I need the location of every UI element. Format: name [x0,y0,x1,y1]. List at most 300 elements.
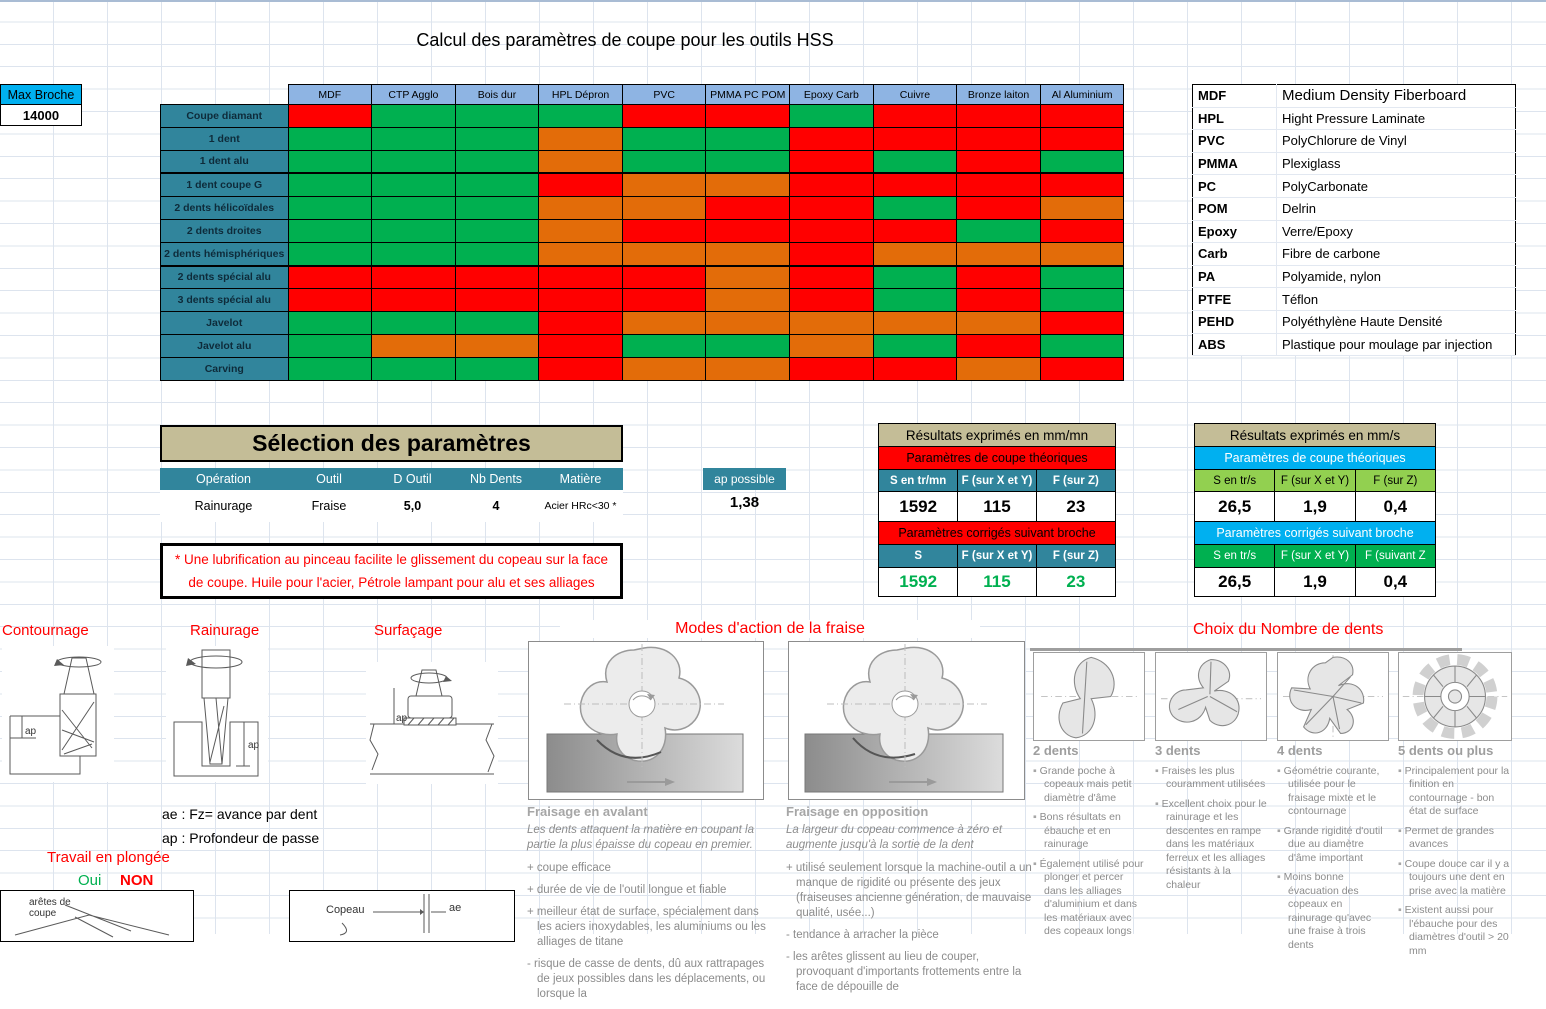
matrix-cell [957,334,1041,357]
note-line2: de coupe. Huile pour l'acier, Pétrole lampant pour alu et ses alliages [188,575,595,590]
bullet-item: - risque de casse de dents, dû aux rattrapages de jeux possibles dans les déplacements, ou lorsque la [527,958,766,1000]
matrix-row-label: 2 dents hémisphériques [161,242,289,265]
legend-abbrev: POM [1193,197,1277,220]
matrix-cell [539,357,623,380]
header-matiere: Matière [559,472,602,486]
label-surfacage: Surfaçage [374,622,443,639]
bullet-item: ▪ Fraises les plus couramment utilisées [1155,764,1266,790]
value-nb-dents[interactable]: 4 [492,499,500,513]
matrix-cell [455,334,539,357]
square-bullet-icon: ▪ [1398,764,1402,777]
fraisage-avalant-image [528,641,764,800]
legend-row [1193,220,1516,243]
matrix-cell [790,173,874,196]
plongee-non: NON [120,872,154,889]
matrix-cell [288,197,372,220]
aretes-caption-line1: arêtes de [29,897,71,908]
val-fxy2: 115 [958,568,1036,596]
matrix-cell [539,242,623,265]
matrix-cell [288,219,372,242]
theo-band-s: Paramètres de coupe théoriques [1195,447,1435,469]
plongee-oui: Oui [78,872,102,889]
bullet-item: ▪ Moins bonne évacuation des copeaux en rainurage qu'avec une fraise à trois dents [1277,871,1372,951]
matrix-cell [455,219,539,242]
matrix-row-label: Javelot alu [161,334,289,357]
matrix-column-header: Bois dur [455,85,539,105]
legend-row [1193,265,1516,288]
header-d-outil: D Outil [393,472,432,486]
teeth-4-bullets [1277,765,1389,953]
teeth-3-bullets [1155,765,1267,893]
matrix-cell [1040,105,1124,128]
matrix-cell [372,266,456,289]
surfacage-sketch [366,662,498,784]
matrix-cell [288,150,372,173]
matrix-cell [455,289,539,312]
matrix-cell [1040,197,1124,220]
matrix-cell [622,105,706,128]
matrix-cell [622,312,706,335]
matrix-cell [539,266,623,289]
cutter-4-flutes-image [1277,652,1389,741]
cutter-3-flutes-image [1155,652,1267,741]
matrix-cell [790,312,874,335]
legend-name: Delrin [1277,197,1516,220]
matrix-cell [288,127,372,150]
value-operation[interactable]: Rainurage [194,499,253,513]
bullet-item: - les arêtes glissent au lieu de couper, provoquant d'importants frottements entre la face de dépouille de [786,951,1022,993]
selection-header-row [160,468,623,490]
teeth-title: Choix du Nombre de dents [1193,621,1384,638]
teeth-panel-3 [1155,744,1267,898]
matrix-row-label: Coupe diamant [161,105,289,128]
four-flute-section [1278,653,1388,740]
header-nb-dents: Nb Dents [469,472,523,486]
header-operation: Opération [196,472,251,486]
two-flute-section [1034,653,1144,740]
square-bullet-icon: ▪ [1277,764,1281,777]
matrix-cell [873,105,957,128]
matrix-cell [957,127,1041,150]
bullet-item: ▪ Coupe douce car il y a toujours une dent en prise avec la matière [1398,857,1510,897]
legend-name: Plastique pour moulage par injection [1277,333,1516,356]
teeth-5-heading: 5 dents ou plus [1398,743,1494,758]
legend-abbrev: PMMA [1193,152,1277,175]
teeth-panel-2 [1033,744,1145,945]
matrix-cell [873,127,957,150]
matrix-column-header: Al Aluminium [1040,85,1124,105]
matrix-cell [790,289,874,312]
value-matiere[interactable]: Acier HRc<30 * [544,500,617,512]
val-fz2: 0,4 [1383,572,1408,591]
legend-abbrev: ABS [1193,333,1277,356]
teeth-panel-4 [1277,744,1389,958]
teeth-2-bullets [1033,765,1145,939]
val-fz2: 23 [1066,572,1086,591]
avalant-cutter-drawing [529,642,763,799]
fraisage-avalant-text [527,804,767,1009]
matrix-column-header: Cuivre [873,85,957,105]
legend-row [1193,85,1516,108]
matrix-cell [622,289,706,312]
matrix-cell [957,289,1041,312]
aretes-caption-line2: coupe [29,908,57,919]
val-fz: 23 [1066,496,1086,516]
matrix-cell [706,312,790,335]
matrix-cell [372,242,456,265]
matrix-cell [706,334,790,357]
matrix-cell [539,312,623,335]
legend-abbrev: PVC [1193,130,1277,153]
ae-note: ae : Fz= avance par dent [162,806,318,822]
multi-tooth-section [1399,653,1511,740]
matrix-cell [539,334,623,357]
square-bullet-icon: ▪ [1033,857,1037,870]
matrix-cell [622,197,706,220]
opposition-cutter-drawing [789,642,1024,799]
bullet-item: ▪ Principalement pour la finition en contournage - bon état de surface [1398,764,1510,817]
matrix-cell [873,266,957,289]
avalant-bullets [527,861,767,1002]
matrix-column-header: PVC [622,85,706,105]
legend-abbrev: MDF [1193,85,1277,108]
matrix-cell [790,266,874,289]
matrix-cell [622,242,706,265]
legend-abbrev: Epoxy [1193,220,1277,243]
matrix-cell [1040,173,1124,196]
matrix-cell [455,242,539,265]
bullet-item: ▪ Également utilisé pour plonger et percer dans les alliages d'aluminium et dans les matériaux avec des copeaux longs [1033,857,1144,937]
tool-material-matrix [160,84,1124,381]
three-flute-section [1156,653,1266,740]
matrix-cell [706,173,790,196]
matrix-row-label: 1 dent alu [161,150,289,173]
rainurage-sketch [166,646,268,782]
legend-name: Plexiglass [1277,152,1516,175]
bullet-item: + durée de vie de l'outil longue et fiable [527,884,727,896]
matrix-cell [288,312,372,335]
legend-row [1193,288,1516,311]
legend-abbrev: PEHD [1193,310,1277,333]
matrix-column-header: HPL Dépron [539,85,623,105]
matrix-cell [1040,312,1124,335]
square-bullet-icon: ▪ [1033,811,1037,823]
matrix-row-label: 2 dents hélicoïdales [161,197,289,220]
matrix-cell [1040,334,1124,357]
teeth-panel-5plus [1398,744,1514,964]
matrix-cell [539,150,623,173]
square-bullet-icon: ▪ [1033,764,1037,777]
legend-name: Hight Pressure Laminate [1277,107,1516,130]
svg-text:ap: ap [396,713,408,724]
theo-band: Paramètres de coupe théoriques [879,447,1115,469]
matrix-cell [873,219,957,242]
matrix-row-label: 2 dents spécial alu [161,266,289,289]
matrix-cell [455,197,539,220]
matrix-corner-spacer [161,85,289,105]
matrix-cell [288,105,372,128]
matrix-cell [873,289,957,312]
legend-row [1193,333,1516,356]
results-mm-s-title: Résultats exprimés en mm/s [1195,424,1435,446]
matrix-cell [455,173,539,196]
legend-abbrev: PTFE [1193,288,1277,311]
matrix-cell [790,105,874,128]
matrix-cell [288,266,372,289]
matrix-cell [873,312,957,335]
matrix-cell [372,357,456,380]
square-bullet-icon: ▪ [1277,824,1281,837]
matrix-cell [372,127,456,150]
results-mm-s-table [1194,423,1436,597]
matrix-cell [706,127,790,150]
matrix-cell [957,357,1041,380]
matrix-cell [1040,127,1124,150]
legend-name: PolyChlorure de Vinyl [1277,130,1516,153]
legend-row [1193,107,1516,130]
legend-row [1193,130,1516,153]
matrix-cell [957,242,1041,265]
legend-name: Medium Density Fiberboard [1277,85,1516,108]
matrix-cell [1040,150,1124,173]
ae-dim-label: ae [449,902,462,914]
matrix-cell [1040,242,1124,265]
col-s2: S en tr/s [1195,545,1275,567]
bullet-item: ▪ Existent aussi pour l'ébauche pour des diamètres d'outil > 20 mm [1398,904,1509,957]
square-bullet-icon: ▪ [1277,871,1281,883]
matrix-row-label: 3 dents spécial alu [161,289,289,312]
col-fxy2: F (sur X et Y) [1275,545,1355,567]
matrix-cell [288,173,372,196]
avalant-desc: Les dents attaquent la matière en coupant la partie la plus épaisse du copeau en premier. [527,824,754,851]
results-mm-mn-title: Résultats exprimés en mm/mn [879,424,1115,446]
col-s2: S [879,545,958,567]
matrix-cell [873,197,957,220]
matrix-column-header: CTP Agglo [372,85,456,105]
matrix-cell [873,334,957,357]
max-broche-label: Max Broche [0,84,82,105]
fraisage-opposition-image [788,641,1025,800]
legend-name: PolyCarbonate [1277,175,1516,198]
val-fxy2: 1,9 [1275,568,1355,596]
matrix-cell [622,219,706,242]
matrix-cell [873,173,957,196]
matrix-cell [455,266,539,289]
matrix-cell [455,105,539,128]
selection-values-row [160,490,623,522]
col-fz: F (sur Z) [1373,474,1418,487]
teeth-4-heading: 4 dents [1277,743,1323,758]
plongee-title: Travail en plongée [47,849,170,866]
ae-dimension-lines [290,891,512,937]
col-fz2: F (sur Z) [1052,550,1099,562]
col-fxy: F (sur X et Y) [958,470,1036,491]
legend-abbrev: PA [1193,265,1277,288]
matrix-cell [706,357,790,380]
bullet-item: - tendance à arracher la pièce [786,929,939,941]
selection-title: Sélection des paramètres [160,425,623,462]
matrix-cell [372,105,456,128]
matrix-cell [372,173,456,196]
matrix-cell [957,197,1041,220]
matrix-column-header: Epoxy Carb [790,85,874,105]
teeth-2-heading: 2 dents [1033,743,1079,758]
matrix-row-label: 1 dent [161,127,289,150]
cutter-2-flutes-image [1033,652,1145,741]
matrix-cell [539,289,623,312]
legend-row [1193,310,1516,333]
ap-note: ap : Profondeur de passe [162,830,320,846]
matrix-cell [957,105,1041,128]
matrix-cell [288,334,372,357]
bullet-item: ▪ Grande rigidité d'outil due au diamètre d'âme important [1277,824,1383,864]
page-title: Calcul des paramètres de coupe pour les outils HSS [416,30,834,50]
matrix-cell [873,150,957,173]
val-s: 26,5 [1195,492,1275,521]
modes-title: Modes d'action de la fraise [560,620,980,638]
results-mm-mn-table [878,423,1116,597]
matrix-cell [372,150,456,173]
matrix-cell [539,173,623,196]
teeth-3-heading: 3 dents [1155,743,1201,758]
matrix-cell [288,242,372,265]
matrix-cell [1040,219,1124,242]
matrix-cell [372,289,456,312]
matrix-cell [455,312,539,335]
legend-name: Fibre de carbone [1277,243,1516,266]
matrix-row-label: 1 dent coupe G [161,173,289,196]
corr-band-s: Paramètres corrigés suivant broche [1195,522,1435,544]
svg-text:ap: ap [25,726,37,737]
matrix-cell [873,357,957,380]
teeth-divider-bar [1030,648,1462,651]
val-fxy: 115 [958,492,1036,521]
matrix-cell [539,127,623,150]
matrix-cell [790,127,874,150]
max-broche-value[interactable]: 14000 [0,105,82,126]
legend-row [1193,197,1516,220]
label-contournage: Contournage [2,622,89,639]
matrix-cell [372,334,456,357]
col-fxy2: F (sur X et Y) [958,545,1036,567]
legend-name: Verre/Epoxy [1277,220,1516,243]
matrix-cell [706,197,790,220]
drill-tip-lines [1,891,191,937]
matrix-cell [288,289,372,312]
val-s2: 1592 [879,568,958,596]
cutter-multi-tooth-image [1398,652,1512,741]
svg-text:ap: ap [248,740,260,751]
legend-abbrev: PC [1193,175,1277,198]
col-fz: F (sur Z) [1052,474,1099,487]
legend-row [1193,243,1516,266]
matrix-cell [622,357,706,380]
legend-abbrev: Carb [1193,243,1277,266]
matrix-cell [873,242,957,265]
matrix-cell [288,357,372,380]
matrix-cell [790,334,874,357]
legend-row [1193,152,1516,175]
matrix-cell [455,357,539,380]
matrix-cell [790,197,874,220]
matrix-cell [957,150,1041,173]
bullet-item: ▪ Permet de grandes avances [1398,824,1494,850]
matrix-cell [372,312,456,335]
bullet-item: ▪ Grande poche à copeaux mais petit diamètre d'âme [1033,764,1132,804]
copeau-caption: Copeau [326,904,365,916]
legend-row [1193,175,1516,198]
matrix-row-label: Javelot [161,312,289,335]
matrix-cell [790,357,874,380]
matrix-cell [706,266,790,289]
matrix-cell [539,105,623,128]
matrix-cell [957,173,1041,196]
square-bullet-icon: ▪ [1155,764,1159,777]
header-outil: Outil [316,472,342,486]
opposition-heading: Fraisage en opposition [786,804,929,819]
lubrification-note [160,543,623,599]
value-outil[interactable]: Fraise [311,499,347,513]
avalant-heading: Fraisage en avalant [527,804,648,819]
matrix-cell [706,150,790,173]
ap-possible-label: ap possible [703,468,786,490]
ap-possible-value: 1,38 [729,494,760,511]
matrix-cell [622,127,706,150]
bullet-item: ▪ Excellent choix pour le rainurage et les descentes en rampe dans les matériaux ferreux et les alliages résistants à la chaleur [1155,797,1267,891]
matrix-cell [790,150,874,173]
matrix-cell [957,266,1041,289]
matrix-row-label: 2 dents droites [161,219,289,242]
val-s: 1592 [879,492,958,521]
matrix-cell [706,242,790,265]
matrix-cell [455,127,539,150]
val-s2: 26,5 [1195,568,1275,596]
matrix-cell [539,197,623,220]
matrix-column-header: Bronze laiton [957,85,1041,105]
label-rainurage: Rainurage [190,622,260,639]
value-d-outil[interactable]: 5,0 [403,499,422,513]
square-bullet-icon: ▪ [1155,797,1159,810]
material-legend-table [1192,84,1516,356]
matrix-cell [1040,289,1124,312]
col-fz2: F (suivant Z [1364,550,1426,562]
square-bullet-icon: ▪ [1398,857,1402,870]
val-fz: 0,4 [1383,496,1408,516]
matrix-cell [957,219,1041,242]
matrix-cell [706,105,790,128]
col-s: S en tr/mn [879,470,958,491]
teeth-5-bullets [1398,765,1514,959]
corr-band: Paramètres corrigés suivant broche [879,522,1115,544]
matrix-cell [539,219,623,242]
matrix-cell [622,150,706,173]
matrix-cell [622,266,706,289]
matrix-cell [372,197,456,220]
bullet-item: ▪ Bons résultats en ébauche et en rainurage [1033,811,1121,850]
plongee-oui-drawing [0,890,194,942]
legend-name: Polyamide, nylon [1277,265,1516,288]
matrix-cell [1040,357,1124,380]
matrix-cell [622,173,706,196]
bullet-item: + coupe efficace [527,862,611,874]
col-fxy: F (sur X et Y) [1275,470,1355,491]
matrix-column-header: PMMA PC POM [706,85,790,105]
opposition-bullets [786,861,1036,995]
val-fxy: 1,9 [1275,492,1355,521]
contournage-sketch [2,646,114,782]
matrix-cell [706,219,790,242]
matrix-cell [706,289,790,312]
